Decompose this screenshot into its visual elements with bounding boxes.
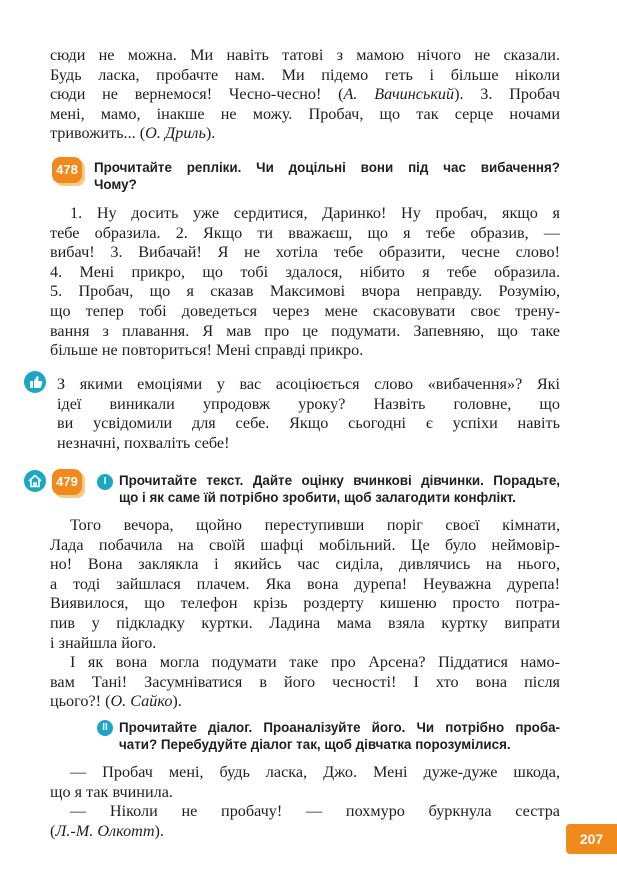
author-name: О. Дриль <box>145 124 206 143</box>
exercise-478-task: Прочитайте репліки. Чи доцільні вони під час вибачення? Чому? <box>94 160 560 192</box>
home-icon <box>24 470 46 492</box>
exercise-479-task-part1: Прочитайте текст. Дайте оцінку вчинкові дівчинки. Порадьте, що і як саме їй потрібно зробити, щоб залагодити конфлікт. <box>119 473 560 505</box>
intro-line: Будь ласка, пробачте нам. Ми підемо геть і більше ніколи <box>50 65 560 84</box>
thumbs-up-icon <box>24 371 46 393</box>
reflection-text: З якими емоціями у вас асоціюється слово «вибачення»? Які ідеї виникали упродовж уроку? Назвіть головне, що ви усвідомили для себе. Якщо сьогодні є успіхи навіть незначні, похваліть себе! <box>57 375 560 452</box>
part-label-badge: II <box>97 720 113 736</box>
intro-line: мені, мамо, інакше не можу. Пробач, що так серце ночами <box>50 104 560 123</box>
author-name: Л.-М. Олкотт <box>55 821 155 840</box>
exercise-number-badge: 478 <box>52 157 82 183</box>
intro-line: сюди не вернемося! Чесно-чесно! (А. Вачинський). 3. Пробач <box>50 85 560 104</box>
exercise-478-text: 1. Ну досить уже сердитися, Даринко! Ну пробач, якщо я тебе образила. 2. Якщо ти вважаєш, що я тебе образив, — вибач! 3. Вибачай! Я не хотіла тебе образити, чесне слово! 4. Мені прикро, що тобі здалося, нібито я тебе образила. 5. Пробач, що я сказав Максимові вчора неправду. Розумію, що тепер тобі доведеться через мене скасовувати своє трену- вання з плавання. Я мав про це подумати. Запевняю, що таке більше не повториться! Мені справді прикро. <box>50 204 560 360</box>
author-name: О. Сайко <box>110 692 173 711</box>
page-number: 207 <box>566 824 617 854</box>
intro-line: сюди не можна. Ми навіть татові з мамою нічого не сказали. <box>50 46 560 64</box>
intro-paragraph <box>50 46 560 144</box>
part-label-badge: I <box>97 474 113 490</box>
author-name: А. Вачинський <box>343 85 455 104</box>
exercise-479-text: Того вечора, щойно переступивши поріг своєї кімнати, Лада побачила на своїй шафці мобільний. Це було неймовір- но! Вона заклякла і якийсь час сиділа, дивлячись на нього, а тоді зайшлася плачем. Яка вона дурепа! Неуважна дурепа! Виявилося, що телефон крізь роздерту кишеню просто потра- пив у підкладку куртки. Ладина мама взяла куртку випрати і знайшла його. І як вона могла подумати таке про Арсена? Піддатися намо- вам Тані! Засумніватися в його чесності! І хто вона після цього?! (О. Сайко). <box>50 516 560 711</box>
intro-line: тривожить... (О. Дриль). <box>50 124 216 143</box>
exercise-number-badge: 479 <box>52 469 82 495</box>
exercise-479-dialog: — Пробач мені, будь ласка, Джо. Мені дуже-дуже шкода, що я так вчинила. — Ніколи не пробачу! — похмуро буркнула сестра (Л.-М. Олкотт). <box>50 763 560 840</box>
exercise-479-task-part2: Прочитайте діалог. Проаналізуйте його. Чи потрібно проба- чати? Перебудуйте діалог так, щоб дівчатка порозумілися. <box>119 720 560 752</box>
